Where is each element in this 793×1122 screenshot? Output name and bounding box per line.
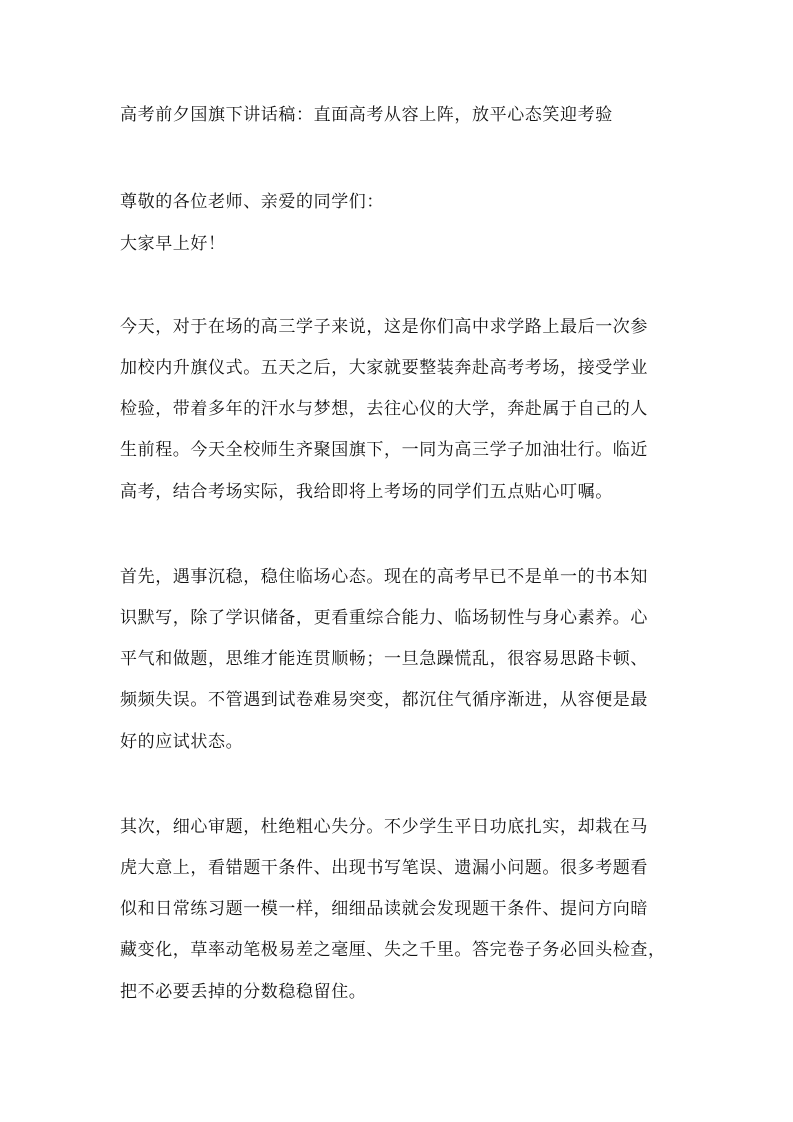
paragraph-3-line-5: 把不必要丢掉的分数稳稳留住。 bbox=[120, 982, 367, 1002]
paragraph-2-line-4: 频频失误。不管遇到试卷难易突变，都沉住气循序渐进，从容便是最 bbox=[120, 690, 648, 710]
document-title: 高考前夕国旗下讲话稿：直面高考从容上阵，放平心态笑迎考验 bbox=[120, 105, 613, 125]
paragraph-1-line-1: 今天，对于在场的高三学子来说，这是你们高中求学路上最后一次参 bbox=[120, 317, 648, 337]
paragraph-2-line-5: 好的应试状态。 bbox=[120, 732, 244, 752]
paragraph-1-line-4: 生前程。今天全校师生齐聚国旗下，一同为高三学子加油壮行。临近 bbox=[120, 440, 648, 460]
paragraph-3-line-3: 似和日常练习题一模一样，细细品读就会发现题干条件、提问方向暗 bbox=[120, 899, 648, 919]
paragraph-2-line-3: 平气和做题，思维才能连贯顺畅；一旦急躁慌乱，很容易思路卡顿、 bbox=[120, 649, 648, 669]
paragraph-1-line-5: 高考，结合考场实际，我给即将上考场的同学们五点贴心叮嘱。 bbox=[120, 482, 613, 502]
paragraph-3-line-4: 藏变化，草率动笔极易差之毫厘、失之千里。答完卷子务必回头检查， bbox=[120, 940, 666, 960]
greeting: 大家早上好！ bbox=[120, 234, 226, 254]
paragraph-3-line-2: 虎大意上，看错题干条件、出现书写笔误、遗漏小问题。很多考题看 bbox=[120, 858, 648, 878]
salutation: 尊敬的各位老师、亲爱的同学们： bbox=[120, 192, 384, 212]
paragraph-3-line-1: 其次，细心审题，杜绝粗心失分。不少学生平日功底扎实，却栽在马 bbox=[120, 817, 648, 837]
paragraph-2-line-1: 首先，遇事沉稳，稳住临场心态。现在的高考早已不是单一的书本知 bbox=[120, 567, 648, 587]
paragraph-2-line-2: 识默写，除了学识储备，更看重综合能力、临场韧性与身心素养。心 bbox=[120, 608, 648, 628]
paragraph-1-line-2: 加校内升旗仪式。五天之后，大家就要整装奔赴高考考场，接受学业 bbox=[120, 358, 648, 378]
paragraph-1-line-3: 检验，带着多年的汗水与梦想，去往心仪的大学，奔赴属于自己的人 bbox=[120, 399, 648, 419]
